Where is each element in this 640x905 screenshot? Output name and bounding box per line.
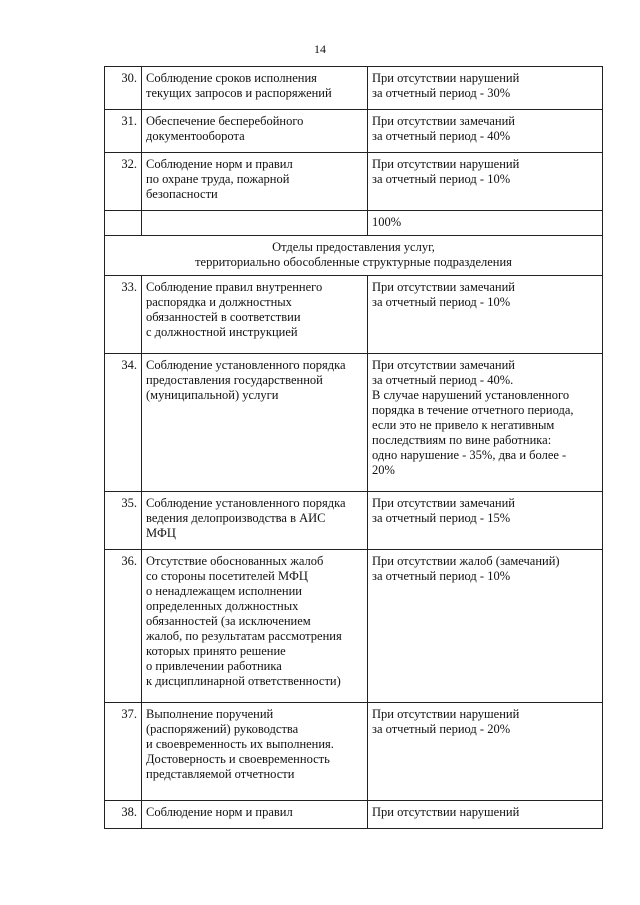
condition-text: При отсутствии замечаний за отчетный период - 15%	[368, 492, 603, 550]
row-number: 38.	[105, 801, 142, 829]
criterion-text: Соблюдение правил внутреннего распорядка и должностных обязанностей в соответствии с должностной инструкцией	[142, 276, 368, 354]
empty-cell	[142, 211, 368, 236]
table-row	[105, 801, 603, 829]
row-number: 35.	[105, 492, 142, 550]
table-row	[105, 153, 603, 211]
table-row	[105, 550, 603, 703]
condition-text: При отсутствии нарушений за отчетный период - 30%	[368, 67, 603, 110]
page-number: 14	[314, 42, 326, 56]
table-row	[105, 276, 603, 354]
total-value: 100%	[368, 211, 603, 236]
table-row	[105, 703, 603, 801]
criterion-text: Обеспечение бесперебойного документооборота	[142, 110, 368, 153]
row-number: 32.	[105, 153, 142, 211]
criterion-text: Выполнение поручений (распоряжений) руководства и своевременность их выполнения. Достоверность и своевременность представляемой отчетности	[142, 703, 368, 801]
section-title: Отделы предоставления услуг, территориально обособленные структурные подразделения	[105, 236, 603, 276]
total-row	[105, 211, 603, 236]
condition-text: При отсутствии нарушений за отчетный период - 10%	[368, 153, 603, 211]
condition-text: При отсутствии замечаний за отчетный период - 10%	[368, 276, 603, 354]
criterion-text: Отсутствие обоснованных жалоб со стороны посетителей МФЦ о ненадлежащем исполнении определенных должностных обязанностей (за исключением жалоб, по результатам рассмотрения которых принято решение о привлечении работника к дисциплинарной ответственности)	[142, 550, 368, 703]
condition-text: При отсутствии нарушений	[368, 801, 603, 829]
empty-cell	[105, 211, 142, 236]
criterion-text: Соблюдение норм и правил	[142, 801, 368, 829]
criterion-text: Соблюдение установленного порядка ведения делопроизводства в АИС МФЦ	[142, 492, 368, 550]
row-number: 36.	[105, 550, 142, 703]
row-number: 34.	[105, 354, 142, 492]
row-number: 37.	[105, 703, 142, 801]
row-number: 31.	[105, 110, 142, 153]
table-row	[105, 110, 603, 153]
table-row	[105, 492, 603, 550]
row-number: 30.	[105, 67, 142, 110]
condition-text: При отсутствии замечаний за отчетный период - 40%. В случае нарушений установленного порядка в течение отчетного периода, если это не привело к негативным последствиям по вине работника: одно нарушение - 35%, два и более - 20%	[368, 354, 603, 492]
row-number: 33.	[105, 276, 142, 354]
table-row	[105, 354, 603, 492]
criteria-table	[104, 66, 603, 829]
condition-text: При отсутствии жалоб (замечаний) за отчетный период - 10%	[368, 550, 603, 703]
condition-text: При отсутствии нарушений за отчетный период - 20%	[368, 703, 603, 801]
criterion-text: Соблюдение норм и правил по охране труда, пожарной безопасности	[142, 153, 368, 211]
table-row	[105, 67, 603, 110]
condition-text: При отсутствии замечаний за отчетный период - 40%	[368, 110, 603, 153]
criterion-text: Соблюдение сроков исполнения текущих запросов и распоряжений	[142, 67, 368, 110]
criterion-text: Соблюдение установленного порядка предоставления государственной (муниципальной) услуги	[142, 354, 368, 492]
section-header-row	[105, 236, 603, 276]
